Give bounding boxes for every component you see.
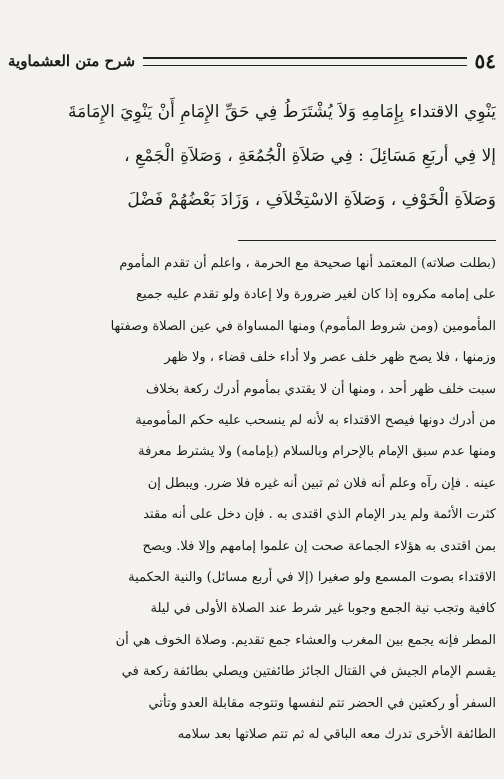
footnote-line: المأمومين (ومن شروط المأموم) ومنها المساواة في عين الصلاة وصفتها [110, 318, 496, 334]
page-number: ٥٤ [474, 49, 496, 73]
footnote-line: وزمنها ، فلا يصح ظهر خلف عصر ولا أداء خلف قضاء ، ولا ظهر [164, 350, 496, 366]
main-text-line: إلا فِي أربَعِ مَسَائِلَ : فِي صَلاَةِ الْجُمُعَةِ ، وَصَلاَةِ الْجَمْعِ ، [124, 146, 496, 166]
running-title: شرح متن العشماوية [8, 52, 136, 70]
footnote-line: من أدرك دونها فيصح الاقتداء به لأنه لم ينسحب عليه حكم المأمومية [135, 413, 496, 429]
footnote-line: بمن اقتدى به هؤلاء الجماعة صحت إن علموا إمامهم وإلا فلا. ويصح [142, 538, 496, 554]
footnote-line: عينه . فإن رآه وعلم أنه فلان ثم تبين أنه غيره فلا ضرر. ويبطل إن [147, 475, 496, 491]
footnote-line: السفر أو ركعتين في الحضر تتم لنفسها وتتوجه مقابلة العدو وتأتي [148, 695, 496, 711]
footnote-line: الاقتداء بصوت المسمع ولو صغيرا (إلا في أربع مسائل) والنية الحكمية [128, 570, 496, 586]
main-text-line: وَصَلاَةِ الْخَوْفِ ، وَصَلاَةِ الاسْتِخْلاَفِ ، وَزَادَ بَعْضُهُمْ فَضْلَ [127, 190, 496, 210]
footnote-line: على إمامه مكروه إذا كان لغير ضرورة ولا إعادة ولو تقدم عليه جميع [136, 287, 496, 303]
header-rule [143, 57, 467, 66]
page-header [8, 50, 496, 72]
main-text [8, 90, 496, 222]
footnote-line: (بطلت صلاته) المعتمد أنها صحيحة مع الحرمة ، واعلم أن تقدم المأموم [119, 256, 496, 271]
main-text-line: يَنْوِي الاقتداء بِإِمَامِهِ وَلاَ يُشْتَرَطُ فِي حَقِّ الإِمَامِ أَنْ يَنْوِيَ الإِمَامَةَ [67, 102, 496, 122]
footnote-line: الطائفة الأخرى تدرك معه الباقي له ثم تتم صلاتها بعد سلامه [177, 727, 496, 743]
footnote-line: المطر فإنه يجمع بين المغرب والعشاء جمع تقديم. وصلاة الخوف هي أن [115, 632, 496, 648]
footnote-line: ومنها عدم سبق الإمام بالإحرام وبالسلام (بإمامه) ولا يشترط معرفة [138, 444, 496, 460]
footnotes [8, 248, 496, 751]
footnote-line: كافية وتجب نية الجمع وجوبا غير شرط عند الصلاة الأولى في ليلة [150, 601, 496, 617]
footnote-line: سبت خلف ظهر أحد ، ومنها أن لا يقتدي بمأموم أدرك ركعة بخلاف [145, 381, 496, 397]
footnote-line: يقسم الإمام الجيش في القتال الجائز طائفتين ويصلي بطائفة ركعة في [121, 664, 496, 680]
footnote-separator [238, 240, 496, 241]
footnote-line: كثرت الأئمة ولم يدر الإمام الذي اقتدى به . فإن دخل على أنه مقتد [143, 507, 496, 523]
